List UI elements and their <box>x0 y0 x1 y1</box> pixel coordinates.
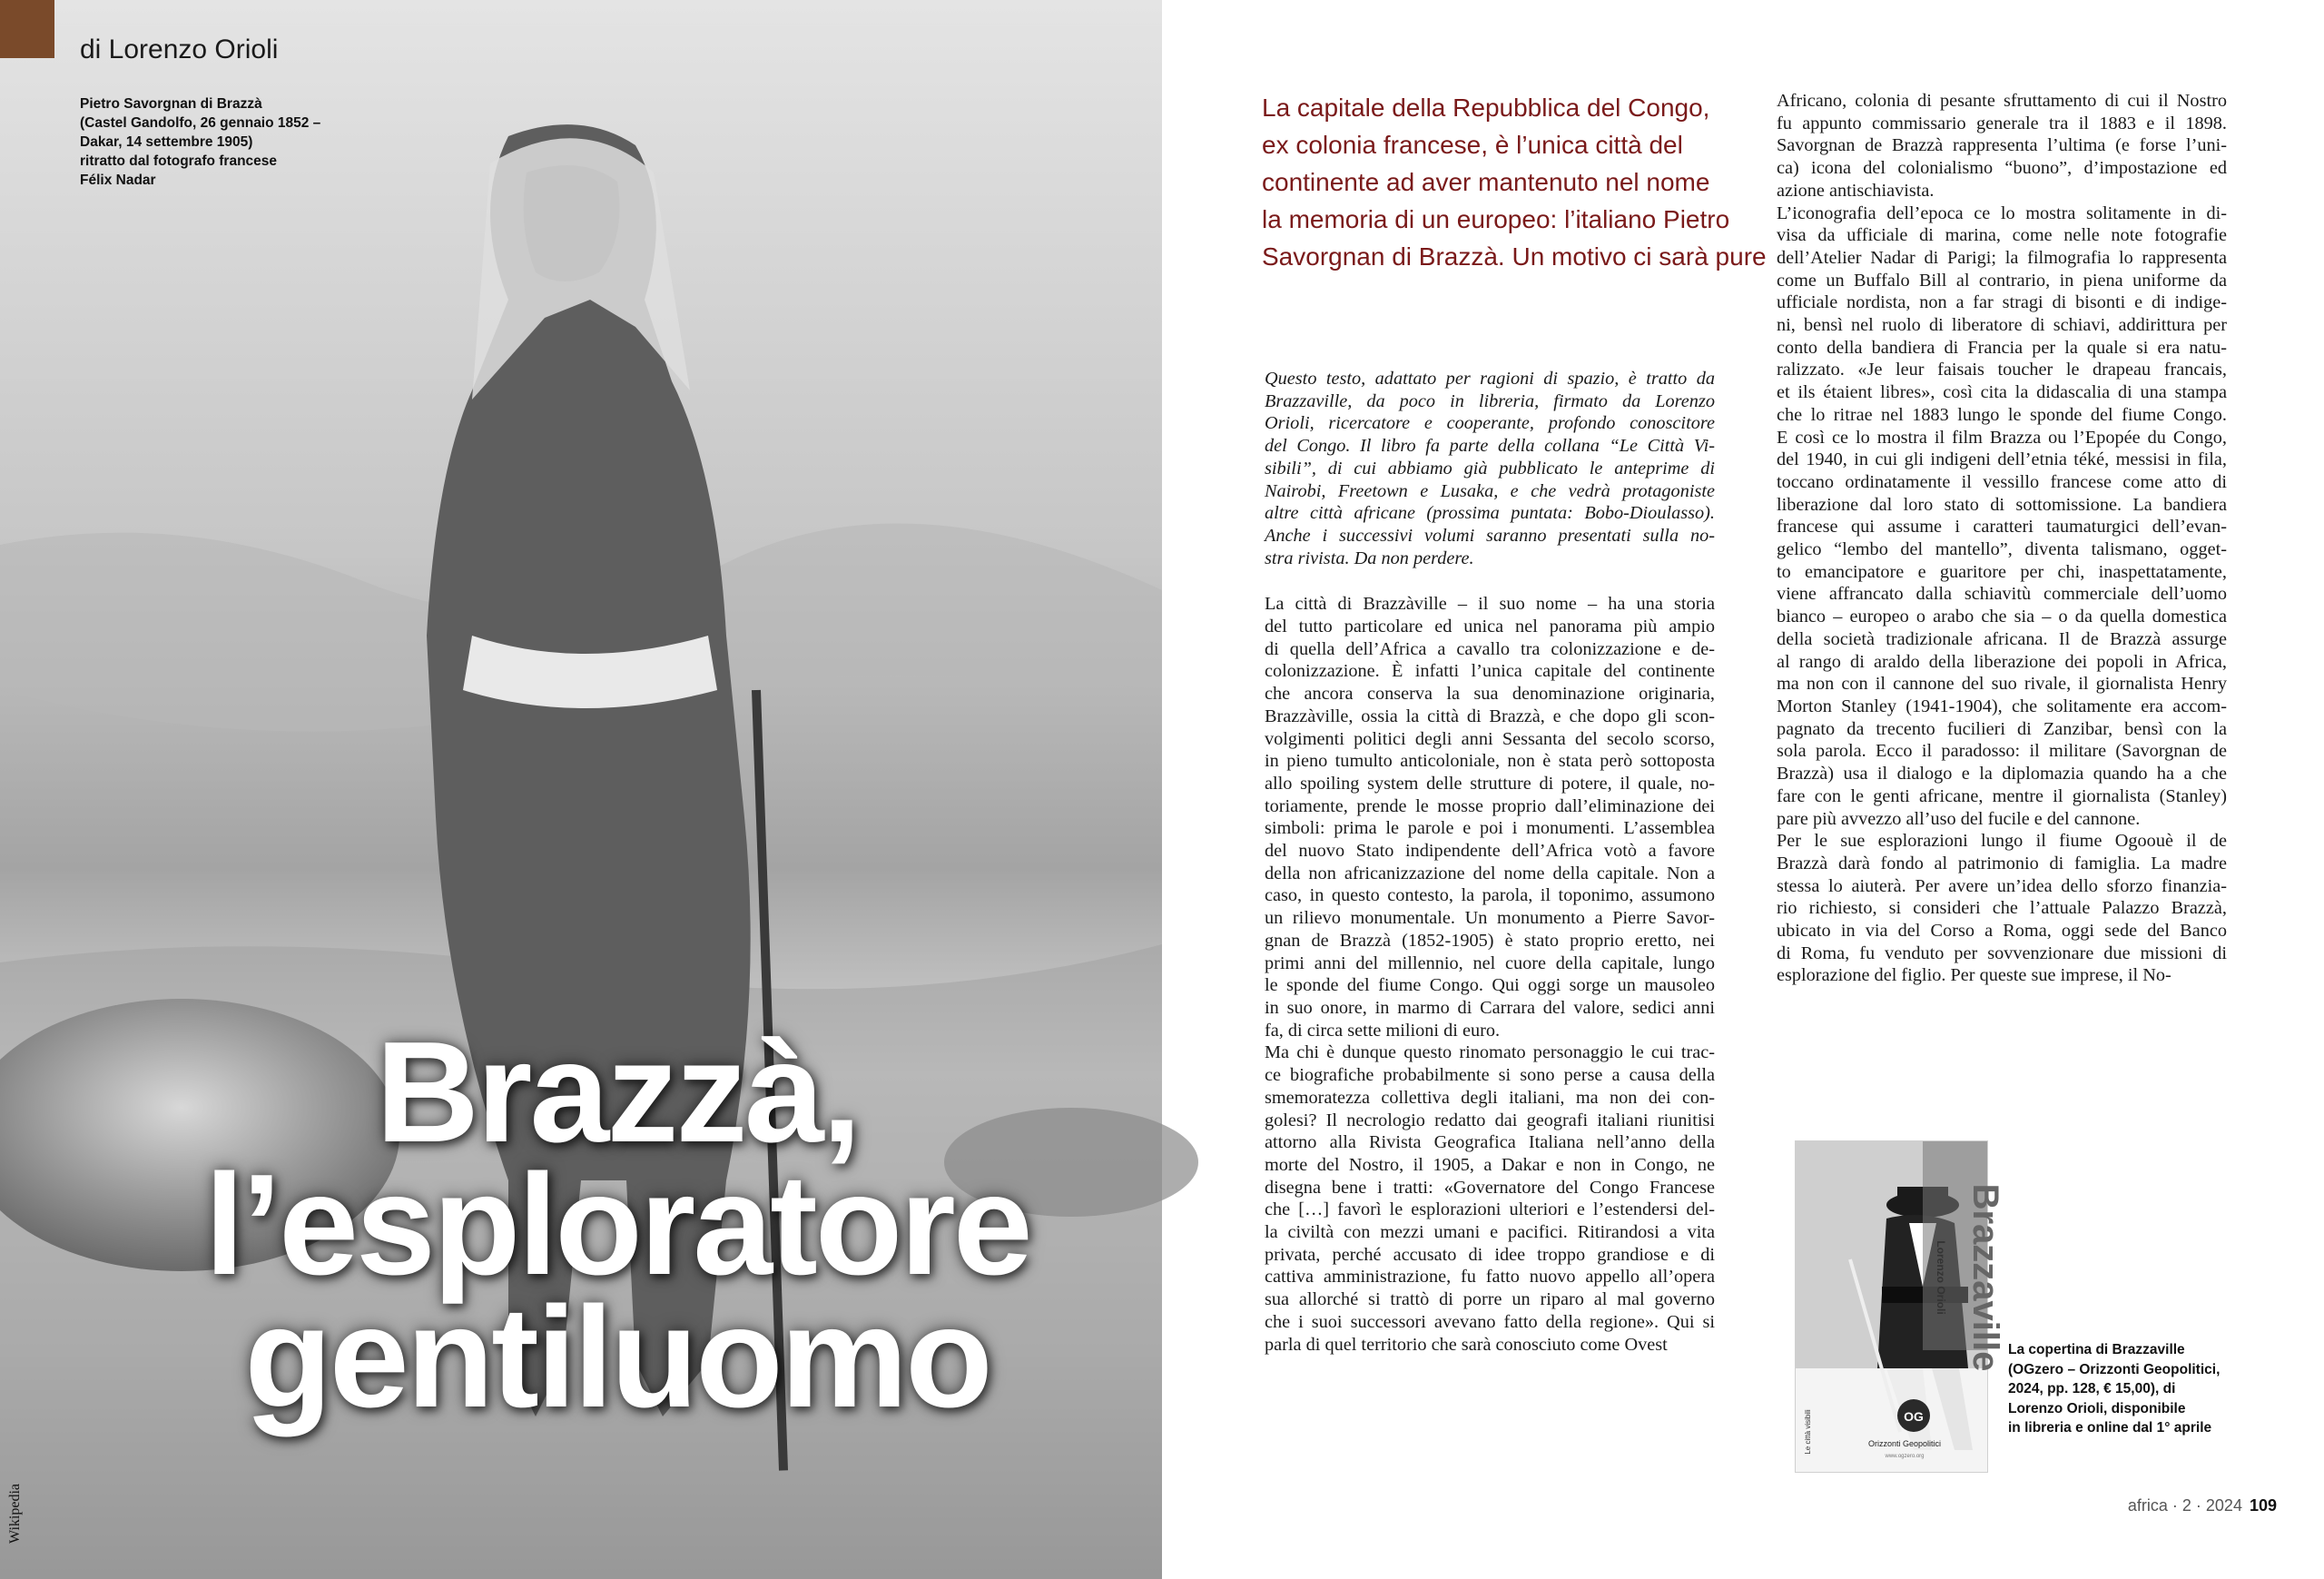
text-line: dell’Atelier Nadar di Parigi; la filmografia lo rappresenta <box>1777 247 2227 268</box>
text-line: Nairobi, Freetown e Lusaka, e che vedrà protagoniste <box>1265 480 1715 501</box>
text-line: caso, in questo contesto, la parola, il toponimo, assumono <box>1265 885 1715 906</box>
text-line: L’iconografia dell’epoca ce lo mostra solitamente in di- <box>1777 202 2227 223</box>
body-text <box>1777 90 2227 987</box>
text-line: morte del Nostro, il 1905, a Dakar e non in Congo, ne <box>1265 1154 1715 1175</box>
caption-line: Félix Nadar <box>80 173 156 188</box>
text-line: al rango di araldo della liberazione dei popoli in Africa, <box>1777 651 2227 672</box>
page-folio <box>2128 1496 2277 1515</box>
text-line: le sponde del fiume Congo. Qui oggi sorge un mausoleo <box>1265 975 1715 996</box>
text-line: del 1940, in cui gli indigeni dell’etnia téké, messisi in fila, <box>1777 449 2227 470</box>
book-caption-line: in libreria e online dal 1° aprile <box>2008 1420 2212 1436</box>
text-line: sibili”, di cui abbiamo già pubblicato le anteprime di <box>1265 458 1715 479</box>
publisher-logo: OG <box>1904 1409 1924 1424</box>
text-line: viene affrancato dalla schiavitù commerciale dell’uomo <box>1777 584 2227 605</box>
text-line: ce biografiche probabilmente si sono perse a causa della <box>1265 1065 1715 1086</box>
page-number: 109 <box>2249 1496 2277 1515</box>
text-line: sua allorché si trattò di porre un riparo al mal governo <box>1265 1289 1715 1310</box>
text-line: gelico “lembo del mantello”, diventa talismano, ogget- <box>1777 539 2227 560</box>
dek-line: continente ad aver mantenuto nel nome <box>1262 168 1710 196</box>
photo-credit: Wikipedia <box>7 1484 23 1544</box>
text-line: del nuovo Stato indipendente dell’Africa votò a favore <box>1265 841 1715 862</box>
issue-label: africa · 2 · 2024 <box>2127 1496 2242 1515</box>
book-cover <box>1795 1140 2005 1473</box>
section-tab <box>0 0 54 58</box>
text-line: la civiltà con mezzi umani e pacifici. Ritirandosi a vita <box>1265 1222 1715 1243</box>
text-line: azione antischiavista. <box>1777 180 1935 201</box>
text-line: attorno alla Rivista Geografica Italiana nell’anno della <box>1265 1132 1715 1153</box>
text-line: visa da ufficiale di marina, come nelle note fotografie <box>1777 225 2227 246</box>
book-caption-line: La copertina di Brazzaville <box>2008 1342 2185 1357</box>
text-line: parla di quel territorio che sarà conosciuto come Ovest <box>1265 1334 1668 1355</box>
text-line: francese qui assume i caratteri taumaturgici dell’evan- <box>1777 517 2227 538</box>
dek-line: Savorgnan di Brazzà. Un motivo ci sarà pure <box>1262 242 1767 271</box>
text-line: che i suoi successori avevano fatto della regione». Qui si <box>1265 1311 1715 1332</box>
text-line: Brazzàville, ossia la città di Brazzà, e che dopo gli scon- <box>1265 706 1715 726</box>
text-line: che lo ritrae nel 1883 lungo le sponde del fiume Congo. <box>1777 404 2227 425</box>
text-line: colonizzazione. È infatti l’unica capitale del continente <box>1265 661 1715 682</box>
book-caption-line: Lorenzo Orioli, disponibile <box>2008 1400 2186 1416</box>
text-line: di quella dell’Africa a cavallo tra colonizzazione e de- <box>1265 638 1715 659</box>
text-line: Questo testo, adattato per ragioni di spazio, è tratto da <box>1265 369 1715 389</box>
book-author: Lorenzo Orioli <box>1935 1240 1947 1315</box>
text-line: in pieno tumulto anticoloniale, non è stata però sottoposta <box>1265 751 1715 772</box>
text-line: ni, bensì nel ruolo di liberatore di schiavi, addirittura per <box>1777 315 2227 336</box>
publisher-url: www.ogzero.org <box>1885 1454 1925 1459</box>
text-line: Orioli, ricercatore e cooperante, profondo conoscitore <box>1265 413 1715 434</box>
caption-line: (Castel Gandolfo, 26 gennaio 1852 – <box>80 115 321 131</box>
text-line: ma non con il cannone del suo rivale, il giornalista Henry <box>1777 674 2227 695</box>
text-line: smemoratezza collettiva degli italiani, ma non dei con- <box>1265 1087 1715 1108</box>
book-caption-line: (OGzero – Orizzonti Geopolitici, <box>2008 1361 2221 1377</box>
text-line: volgimenti politici degli anni Sessanta del secolo scorso, <box>1265 728 1715 749</box>
text-line: Morton Stanley (1941-1904), che solitamente era accom- <box>1777 696 2227 716</box>
text-column-1 <box>1265 368 1715 1356</box>
dek-line: la memoria di un europeo: l’italiano Pietro <box>1262 205 1730 233</box>
text-line: Africano, colonia di pesante sfruttamento di cui il Nostro <box>1777 91 2227 111</box>
text-line: fare con le genti africane, mentre il giornalista (Stanley) <box>1777 785 2227 806</box>
text-line: toccano ordinatamente il vessillo francese come atto di <box>1777 471 2227 492</box>
body-text <box>1265 593 1715 1356</box>
article-headline <box>136 1012 1098 1437</box>
text-line: et ils étaient libres», così cita la didascalia di una stampa <box>1777 382 2227 403</box>
text-line: to emancipatore e guaritore per chi, inaspettatamente, <box>1777 561 2227 582</box>
text-line: ca) icona del colonialismo “buono”, d’impostazione ed <box>1777 158 2227 179</box>
text-line: stessa lo aiuterà. Per avere un’idea dello sforzo finanzia- <box>1777 875 2227 896</box>
caption-line: Pietro Savorgnan di Brazzà <box>80 96 262 112</box>
text-line: di Roma, fu venduto per sovvenzionare due missioni di <box>1777 942 2227 963</box>
text-line: Anche i successivi volumi saranno presentati sulla no- <box>1265 525 1715 546</box>
book-cover-art <box>1796 1141 2005 1472</box>
caption-line: ritratto dal fotografo francese <box>80 153 278 169</box>
text-line: Ma chi è dunque questo rinomato personaggio le cui trac- <box>1265 1042 1715 1063</box>
caption-line: Dakar, 14 settembre 1905) <box>80 134 253 150</box>
text-line: simboli: prima le parole e poi i monumenti. L’assemblea <box>1265 818 1715 839</box>
text-line: ubicato in via del Corso a Roma, oggi sede del Banco <box>1777 921 2227 942</box>
text-line: sola parola. Ecco il paradosso: il militare (Savorgnan de <box>1777 741 2227 762</box>
text-line: Savorgnan de Brazzà rappresenta l’ultima (e forse l’uni- <box>1777 135 2227 156</box>
byline: di Lorenzo Orioli <box>80 35 279 64</box>
text-line: pagnato da trecento fucilieri di Zanzibar, bensì con la <box>1777 718 2227 739</box>
text-line: toriamente, prende le mosse proprio dall’eliminazione dei <box>1265 795 1715 816</box>
text-line: ufficiale nordista, non a far stragi di bisonti e di indige- <box>1777 292 2227 313</box>
text-line: Per le sue esplorazioni lungo il fiume Ogoouè il de <box>1777 831 2227 852</box>
text-line: cattiva amministrazione, fu fatto nuovo appello all’opera <box>1265 1267 1715 1288</box>
text-line: disegna bene i tratti: «Governatore del Congo Francese <box>1265 1177 1715 1198</box>
text-line: allo spoiling system delle strutture di potere, il quale, no- <box>1265 773 1715 794</box>
text-line: del Congo. Il libro fa parte della collana “Le Città Vi- <box>1265 436 1715 457</box>
text-line: del tutto particolare ed unica nel panorama più ampio <box>1265 617 1715 637</box>
text-line: fa, di circa sette milioni di euro. <box>1265 1020 1501 1041</box>
text-line: stra rivista. Da non perdere. <box>1265 548 1474 568</box>
text-line: Brazzà) usa il dialogo e la diplomazia quando ha a che <box>1777 764 2227 785</box>
publisher-name: Orizzonti Geopolitici <box>1867 1439 1942 1448</box>
text-line: pare più avvezzo all’uso del fucile e del cannone. <box>1777 808 2141 829</box>
text-line: ralizzato. «Je leur faisais toucher le drapeau francais, <box>1777 360 2227 380</box>
text-line: primi anni del millennio, nel cuore della capitale, lungo <box>1265 952 1715 973</box>
headline-line: gentiluomo <box>244 1278 990 1437</box>
photo-caption <box>80 94 370 190</box>
text-line: esplorazione del figlio. Per queste sue imprese, il No- <box>1777 965 2171 986</box>
text-line: bianco – europeo o arabo che sia – o da quella domestica <box>1777 607 2227 627</box>
headline-line: l’esploratore <box>204 1145 1030 1305</box>
dek-line: La capitale della Repubblica del Congo, <box>1262 94 1710 122</box>
text-line: privata, perché accusato di idee troppo grandiose e di <box>1265 1244 1715 1265</box>
book-title: Brazzaville <box>1965 1183 2005 1372</box>
article-dek <box>1262 89 1767 275</box>
text-line: gnan de Brazzà (1852-1905) è stato proprio eretto, nei <box>1265 930 1715 951</box>
text-line: La città di Brazzàville – il suo nome – ha una storia <box>1265 594 1715 615</box>
text-line: come un Buffalo Bill al contrario, in piena uniforme da <box>1777 270 2227 291</box>
text-line: altre città africane (prossima puntata: Bobo-Dioulasso). <box>1265 503 1715 524</box>
intro-paragraph <box>1265 368 1715 569</box>
text-line: della non africanizzazione del nome della capitale. Non a <box>1265 863 1715 883</box>
text-column-2 <box>1777 90 2227 987</box>
text-line: rio richiesto, si consideri che l’attuale Palazzo Brazzà, <box>1777 898 2227 919</box>
dek-line: ex colonia francese, è l’unica città del <box>1262 131 1683 159</box>
text-line: liberazione dal loro stato di sottomissione. La bandiera <box>1777 494 2227 515</box>
book-caption-line: 2024, pp. 128, € 15,00), di <box>2008 1381 2176 1396</box>
text-line: che […] favorì le esplorazioni ulteriori e l’estendersi del- <box>1265 1199 1715 1220</box>
right-page <box>1162 0 2324 1579</box>
text-line: E così ce lo mostra il film Brazza ou l’Epopée du Congo, <box>1777 427 2227 448</box>
text-line: della società tradizionale africana. Il de Brazzà assurge <box>1777 628 2227 649</box>
book-caption <box>2008 1340 2235 1438</box>
text-line: in suo onore, in marmo di Carrara del valore, sedici anni <box>1265 997 1715 1018</box>
text-line: che ancora conserva la sua denominazione originaria, <box>1265 684 1715 705</box>
text-line: Brazzaville, da poco in libreria, firmato da Lorenzo <box>1265 390 1715 411</box>
text-line: conto della bandiera di Francia per la quale si era natu- <box>1777 337 2227 358</box>
text-line: un rilievo monumentale. Un monumento a Pierre Savor- <box>1265 908 1715 929</box>
text-line: Brazzà darà fondo al patrimonio di famiglia. La madre <box>1777 853 2227 873</box>
text-line: golesi? Il necrologio redatto dai geografi italiani riunitisi <box>1265 1110 1715 1130</box>
headline-line: Brazzà, <box>375 1012 860 1172</box>
text-line: fu appunto commissario generale tra il 1883 e il 1898. <box>1777 113 2227 133</box>
book-series: Le città visibili <box>1804 1409 1812 1455</box>
